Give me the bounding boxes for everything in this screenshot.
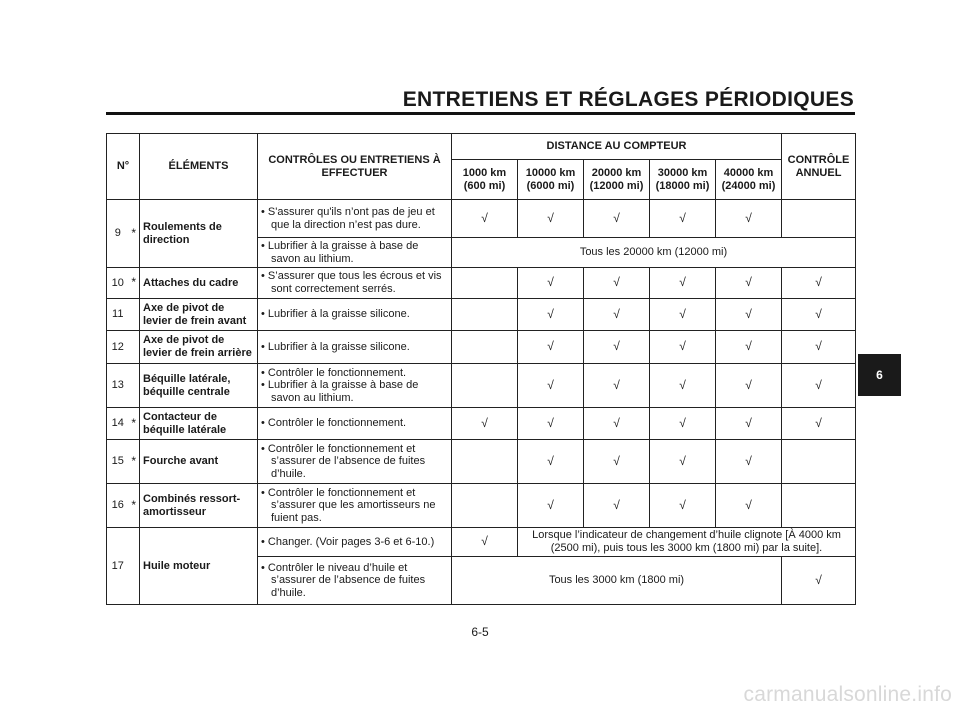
- check-mark: √: [650, 408, 716, 440]
- check-mark: √: [584, 408, 650, 440]
- check-mark: √: [716, 484, 782, 528]
- table-row: [107, 484, 856, 528]
- check-mark: √: [716, 268, 782, 299]
- asterisk: [129, 364, 140, 408]
- asterisk: [129, 331, 140, 364]
- empty-cell: [452, 268, 518, 299]
- element-name: Axe de pivot de levier de frein arrière: [140, 331, 258, 364]
- check-mark: √: [452, 200, 518, 238]
- row-number: 15: [107, 440, 129, 484]
- check-mark: √: [650, 200, 716, 238]
- element-name: Contacteur de béquille latérale: [140, 408, 258, 440]
- asterisk: [129, 528, 140, 605]
- check-mark: √: [518, 268, 584, 299]
- action-cell: • Changer. (Voir pages 3-6 et 6-10.): [258, 528, 452, 557]
- check-mark: √: [716, 408, 782, 440]
- check-mark: √: [650, 484, 716, 528]
- check-mark: √: [782, 557, 856, 605]
- element-name: Attaches du cadre: [140, 268, 258, 299]
- check-mark: √: [518, 484, 584, 528]
- row-number: 14: [107, 408, 129, 440]
- check-mark: √: [584, 440, 650, 484]
- action-cell: • S'assurer qu'ils n’ont pas de jeu et que la direction n’est pas dure.: [258, 200, 452, 238]
- check-mark: √: [650, 364, 716, 408]
- action-cell: • Lubrifier à la graisse silicone.: [258, 299, 452, 331]
- empty-cell: [452, 331, 518, 364]
- asterisk: *: [129, 408, 140, 440]
- action-cell: • Contrôler le niveau d’huile et s’assurer de l’absence de fuites d’huile.: [258, 557, 452, 605]
- check-mark: √: [452, 528, 518, 557]
- header-odo-10000: 10000 km (6000 mi): [518, 160, 584, 200]
- check-mark: √: [518, 440, 584, 484]
- check-mark: √: [782, 299, 856, 331]
- empty-cell: [782, 440, 856, 484]
- table-row: [107, 364, 856, 408]
- check-mark: √: [518, 200, 584, 238]
- check-mark: √: [584, 268, 650, 299]
- check-mark: √: [452, 408, 518, 440]
- table-row: [107, 331, 856, 364]
- header-distance: DISTANCE AU COMPTEUR: [452, 134, 782, 160]
- header-no: N°: [107, 134, 140, 200]
- check-mark: √: [584, 364, 650, 408]
- action-cell: • Contrôler le fonctionnement.: [258, 408, 452, 440]
- row-number: 13: [107, 364, 129, 408]
- header-odo-1000: 1000 km (600 mi): [452, 160, 518, 200]
- row-number: 16: [107, 484, 129, 528]
- check-mark: √: [716, 331, 782, 364]
- header-annual: CONTRÔLE ANNUEL: [782, 134, 856, 200]
- check-mark: √: [782, 268, 856, 299]
- header-odo-30000: 30000 km (18000 mi): [650, 160, 716, 200]
- check-mark: √: [716, 364, 782, 408]
- asterisk: *: [129, 268, 140, 299]
- interval-note: Lorsque l’indicateur de changement d’huile clignote [À 4000 km (2500 mi), puis tous les 3000 km (1800 mi) par la suite].: [518, 528, 856, 557]
- action-cell: • Contrôler le fonctionnement et s’assurer de l’absence de fuites d’huile.: [258, 440, 452, 484]
- asterisk: *: [129, 484, 140, 528]
- check-mark: √: [650, 268, 716, 299]
- table-row: [107, 268, 856, 299]
- row-number: 10: [107, 268, 129, 299]
- empty-cell: [452, 440, 518, 484]
- action-cell: • Lubrifier à la graisse silicone.: [258, 331, 452, 364]
- asterisk: *: [129, 200, 140, 268]
- check-mark: √: [782, 364, 856, 408]
- check-mark: √: [584, 484, 650, 528]
- asterisk: *: [129, 440, 140, 484]
- chapter-tab: 6: [858, 354, 901, 396]
- interval-note: Tous les 3000 km (1800 mi): [452, 557, 782, 605]
- action-cell: • Contrôler le fonctionnement. • Lubrifier à la graisse à base de savon au lithium.: [258, 364, 452, 408]
- table-row: [107, 440, 856, 484]
- check-mark: √: [782, 408, 856, 440]
- maintenance-table: [106, 133, 856, 605]
- check-mark: √: [782, 331, 856, 364]
- row-number: 12: [107, 331, 129, 364]
- check-mark: √: [650, 331, 716, 364]
- page-number: 6-5: [471, 625, 489, 639]
- asterisk: [129, 299, 140, 331]
- element-name: Axe de pivot de levier de frein avant: [140, 299, 258, 331]
- element-name: Huile moteur: [140, 528, 258, 605]
- check-mark: √: [716, 299, 782, 331]
- empty-cell: [782, 484, 856, 528]
- element-name: Roulements de direction: [140, 200, 258, 268]
- title-rule: [106, 112, 855, 115]
- watermark: carmanualsonline.info: [743, 683, 952, 706]
- interval-note: Tous les 20000 km (12000 mi): [452, 238, 856, 268]
- check-mark: √: [518, 364, 584, 408]
- element-name: Combinés ressort-amortisseur: [140, 484, 258, 528]
- check-mark: √: [584, 200, 650, 238]
- element-name: Béquille latérale, béquille centrale: [140, 364, 258, 408]
- row-number: 17: [107, 528, 129, 605]
- check-mark: √: [650, 440, 716, 484]
- header-odo-20000: 20000 km (12000 mi): [584, 160, 650, 200]
- table-row: [107, 528, 856, 557]
- table-row: [107, 200, 856, 238]
- check-mark: √: [518, 331, 584, 364]
- check-mark: √: [518, 408, 584, 440]
- check-mark: √: [716, 440, 782, 484]
- action-cell: • Contrôler le fonctionnement et s’assurer que les amortisseurs ne fuient pas.: [258, 484, 452, 528]
- check-mark: √: [584, 299, 650, 331]
- header-controles: CONTRÔLES OU ENTRETIENS À EFFECTUER: [258, 134, 452, 200]
- empty-cell: [452, 484, 518, 528]
- row-number: 11: [107, 299, 129, 331]
- check-mark: √: [518, 299, 584, 331]
- action-cell: • S’assurer que tous les écrous et vis sont correctement serrés.: [258, 268, 452, 299]
- table-row: [107, 299, 856, 331]
- header-elements: ÉLÉMENTS: [140, 134, 258, 200]
- row-number: 9: [107, 200, 129, 268]
- header-odo-40000: 40000 km (24000 mi): [716, 160, 782, 200]
- table-row: [107, 408, 856, 440]
- element-name: Fourche avant: [140, 440, 258, 484]
- check-mark: √: [584, 331, 650, 364]
- empty-cell: [782, 200, 856, 238]
- check-mark: √: [716, 200, 782, 238]
- check-mark: √: [650, 299, 716, 331]
- empty-cell: [452, 364, 518, 408]
- page-title: ENTRETIENS ET RÉGLAGES PÉRIODIQUES: [402, 88, 854, 111]
- action-cell: • Lubrifier à la graisse à base de savon au lithium.: [258, 238, 452, 268]
- empty-cell: [452, 299, 518, 331]
